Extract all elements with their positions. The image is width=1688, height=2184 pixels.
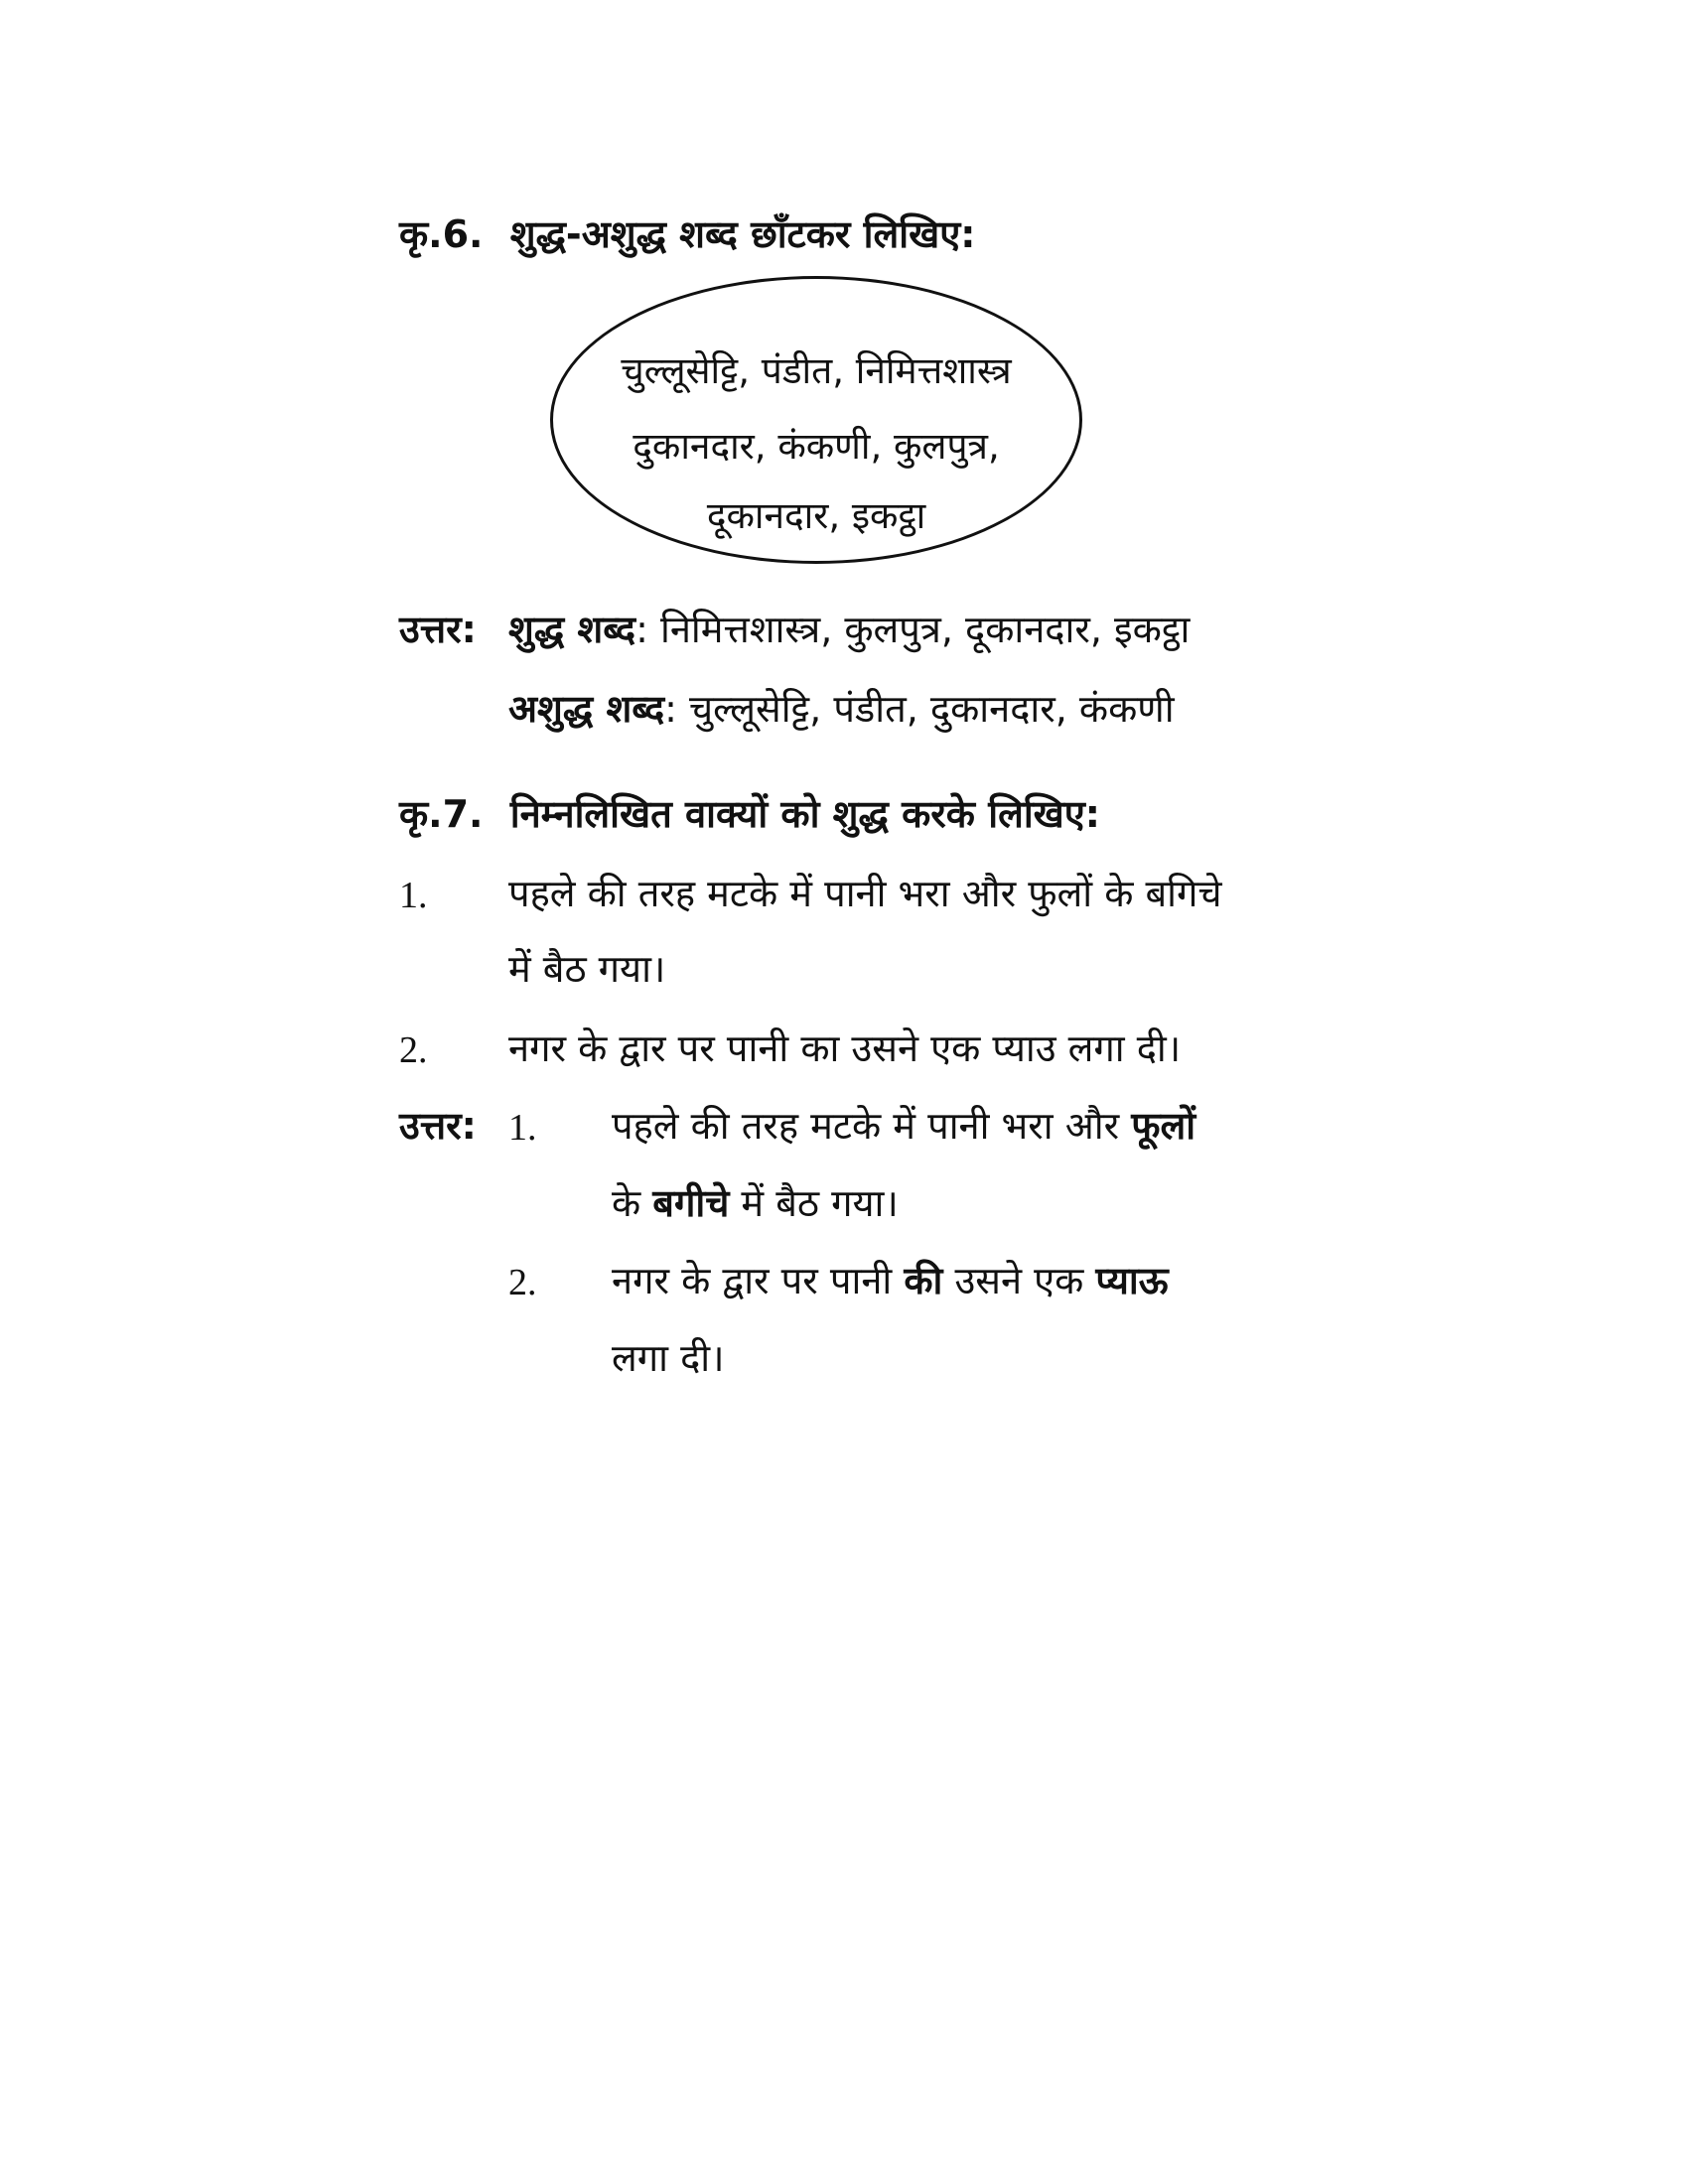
q7-label: कृ.7. bbox=[399, 792, 484, 836]
answer-2-line-1 bbox=[612, 1255, 1169, 1306]
answer-1-text-c: के bbox=[612, 1181, 653, 1225]
sentence-2-number: 2. bbox=[399, 1029, 428, 1071]
q6-heading: शुद्ध-अशुद्ध शब्द छाँटकर लिखिए: bbox=[509, 212, 976, 256]
answer-2-text-c: उसने एक bbox=[942, 1259, 1096, 1302]
answer-1-number: 1. bbox=[508, 1107, 537, 1149]
answer-2-correction-2: प्याऊ bbox=[1095, 1259, 1169, 1302]
word-line-2: दुकानदार, कंकणी, कुलपुत्र, bbox=[633, 425, 1000, 468]
incorrect-words-label: अशुद्ध शब्द bbox=[508, 687, 665, 731]
q6-incorrect-line bbox=[508, 683, 1175, 735]
word-line-1: चुल्लूसेट्टि, पंडीत, निमित्तशास्त्र bbox=[621, 349, 1012, 392]
answer-2-number: 2. bbox=[508, 1262, 537, 1303]
word-line-3: दूकानदार, इकट्ठा bbox=[706, 494, 926, 537]
correct-words: : निमित्तशास्त्र, कुलपुत्र, दूकानदार, इकट्ठा bbox=[635, 608, 1191, 651]
q6-label: कृ.6. bbox=[399, 212, 484, 256]
sentence-2-line-1: नगर के द्वार पर पानी का उसने एक प्याउ लगा दी। bbox=[508, 1026, 1182, 1070]
answer-1-line-1 bbox=[612, 1100, 1196, 1152]
answer-1-correction-2: बगीचे bbox=[652, 1181, 730, 1225]
answer-1-text-a: पहले की तरह मटके में पानी भरा और bbox=[612, 1104, 1132, 1148]
q6-correct-line bbox=[508, 604, 1190, 655]
q7-heading: निम्नलिखित वाक्यों को शुद्ध करके लिखिए: bbox=[509, 792, 1100, 836]
answer-1-line-2 bbox=[612, 1177, 899, 1229]
sentence-1-line-1: पहले की तरह मटके में पानी भरा और फुलों के बगिचे bbox=[508, 872, 1222, 915]
q7-heading-line bbox=[399, 788, 1100, 840]
sentence-1-number: 1. bbox=[399, 875, 428, 916]
sentence-1-line-2: में बैठ गया। bbox=[508, 947, 666, 991]
q6-answer-label: उत्तर: bbox=[399, 608, 477, 651]
answer-2-correction-1: की bbox=[904, 1259, 943, 1302]
q6-heading-line bbox=[399, 208, 975, 260]
correct-words-label: शुद्ध शब्द bbox=[508, 608, 636, 651]
answer-1-text-e: में बैठ गया। bbox=[729, 1181, 899, 1225]
incorrect-words: : चुल्लूसेट्टि, पंडीत, दुकानदार, कंकणी bbox=[664, 687, 1175, 731]
answer-1-correction-1: फूलों bbox=[1131, 1104, 1196, 1148]
answer-2-line-2: लगा दी। bbox=[612, 1336, 725, 1380]
answer-2-text-a: नगर के द्वार पर पानी bbox=[612, 1259, 905, 1302]
q7-answer-label: उत्तर: bbox=[399, 1104, 477, 1148]
